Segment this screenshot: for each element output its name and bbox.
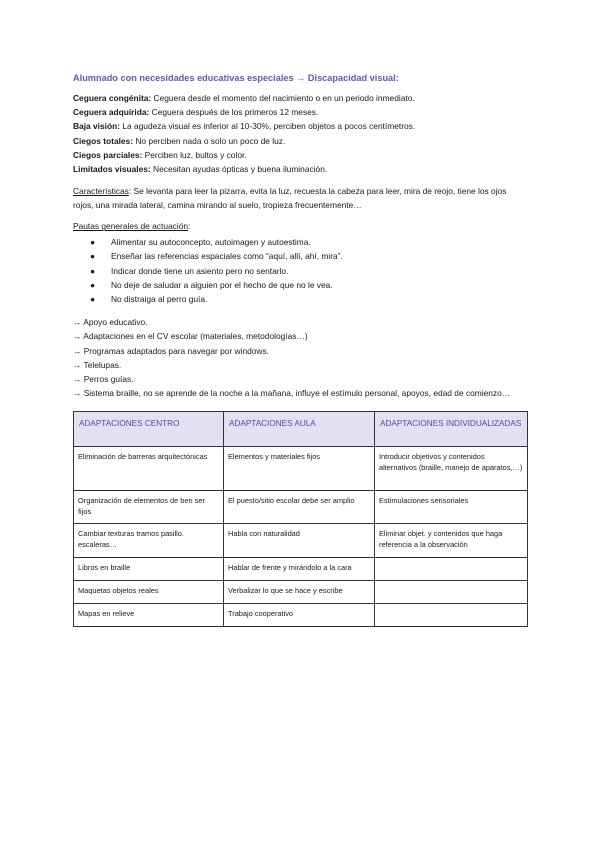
table-cell — [375, 558, 528, 581]
definition-item — [73, 105, 527, 119]
definition-item — [73, 91, 527, 105]
table-cell — [375, 604, 528, 627]
table-row — [74, 604, 528, 627]
table-cell: Hablar de frente y mirándolo a la cara — [224, 558, 375, 581]
arrow-item: → Sistema braille, no se aprende de la noche a la mañana, influye el estímulo personal, apoyos, edad de comienzo… — [73, 388, 511, 399]
table-cell: El puesto/sitio escolar debe ser amplio — [224, 491, 375, 524]
arrow-item: → Apoyo educativo. — [73, 317, 148, 328]
document-page — [73, 72, 527, 627]
table-cell: Cambiar texturas tramos pasillo. escaleras… — [74, 524, 224, 558]
definition-item — [73, 148, 527, 162]
document-title: Alumnado con necesidades educativas especiales → Discapacidad visual: — [73, 73, 399, 83]
guidelines-label: Pautas generales de actuación — [73, 221, 189, 232]
bullet-icon: ● — [90, 265, 96, 276]
list-item: ● Alimentar su autoconcepto, autoimagen y autoestima. — [90, 235, 527, 249]
header-cell: ADAPTACIONES INDIVIDUALIZADAS — [375, 412, 528, 447]
table-cell: Mapas en relieve — [74, 604, 224, 627]
arrow-item: → Perros guías. — [73, 374, 134, 385]
definition-term: Ciegos totales: — [73, 135, 134, 146]
table-row — [74, 491, 528, 524]
bullet-icon: ● — [90, 279, 96, 290]
definition-text: Ceguera desde el momento del nacimiento o en un periodo inmediato. — [151, 93, 415, 103]
arrow-item: → Adaptaciones en el CV escolar (materiales, metodologías…) — [73, 331, 308, 342]
list-item: ● No deje de saludar a alguien por el hecho de que no le vea. — [90, 278, 527, 292]
table-cell: Maquetas objetos reales — [74, 581, 224, 604]
adaptations-table — [73, 411, 528, 627]
definition-item — [73, 119, 527, 133]
table-cell: Estimulaciones sensoriales — [375, 491, 528, 524]
definition-text: No perciben nada o solo un poco de luz. — [133, 135, 286, 146]
table-cell: Elementos y materiales fijos — [224, 447, 375, 491]
table-cell: Eliminación de barreras arquitectónicas — [74, 447, 224, 491]
table-cell: Organización de elementos de ben ser fijos — [74, 491, 224, 524]
table-cell: Libros en braille — [74, 558, 224, 581]
arrow-item: → Programas adaptados para navegar por windows. — [73, 345, 269, 356]
characteristics-text: : Se levanta para leer la pizarra, evita la luz, recuesta la cabeza para leer, mira de reojo, tiene los ojos rojos, una mirada lateral, camina mirando al suelo, tropieza frecuentemente… — [73, 186, 507, 211]
bullet-icon: ● — [90, 251, 96, 262]
arrow-item: → Telelupas. — [73, 359, 122, 370]
definition-text: Perciben luz, bultos y color. — [142, 149, 247, 160]
guidelines-list — [73, 235, 527, 306]
table-cell — [375, 581, 528, 604]
table-cell: Habla con naturalidad — [224, 524, 375, 558]
arrow-list — [73, 315, 527, 400]
list-item: ● Enseñar las referencias espaciales como “aquí, allí, ahí, mira”. — [90, 249, 527, 263]
definition-term: Ceguera congénita: — [73, 93, 152, 103]
definition-text: Necesitan ayudas ópticas y buena iluminación. — [150, 164, 328, 175]
characteristics-paragraph — [73, 184, 527, 212]
definitions-list — [73, 91, 527, 176]
list-item: ● No distraiga al perro guía. — [90, 292, 527, 306]
table-cell: Eliminar objet. y contenidos que haga referencia a la observación — [375, 524, 528, 558]
table-row — [74, 558, 528, 581]
definition-item — [73, 162, 527, 176]
bullet-icon: ● — [90, 294, 96, 305]
definition-term: Baja visión: — [73, 121, 121, 132]
table-header-row — [74, 412, 528, 447]
definition-term: Limitados visuales: — [73, 164, 151, 175]
header-cell: ADAPTACIONES CENTRO — [74, 412, 224, 447]
table-cell: Trabajo cooperativo — [224, 604, 375, 627]
table-row — [74, 581, 528, 604]
header-cell: ADAPTACIONES AULA — [224, 412, 375, 447]
table-row — [74, 524, 528, 558]
definition-text: La agudeza visual es inferior al 10-30%, perciben objetos a pocos centímetros. — [120, 121, 416, 132]
definition-term: Ciegos parciales: — [73, 149, 143, 160]
table-cell: Introducir objetivos y contenidos alternativos (braille, manejo de aparatos,…) — [375, 447, 528, 491]
table-row — [74, 447, 528, 491]
table-cell: Verbalizar lo que se hace y escribe — [224, 581, 375, 604]
definition-text: Ceguera después de los primeros 12 meses. — [149, 107, 319, 118]
definition-item — [73, 134, 527, 148]
characteristics-label: Características — [73, 186, 129, 197]
definition-term: Ceguera adquirida: — [73, 107, 150, 118]
guidelines-heading: Pautas generales de actuación: — [73, 221, 191, 232]
list-item: ● Indicar donde tiene un asiento pero no sentarlo. — [90, 264, 527, 278]
bullet-icon: ● — [90, 237, 96, 248]
